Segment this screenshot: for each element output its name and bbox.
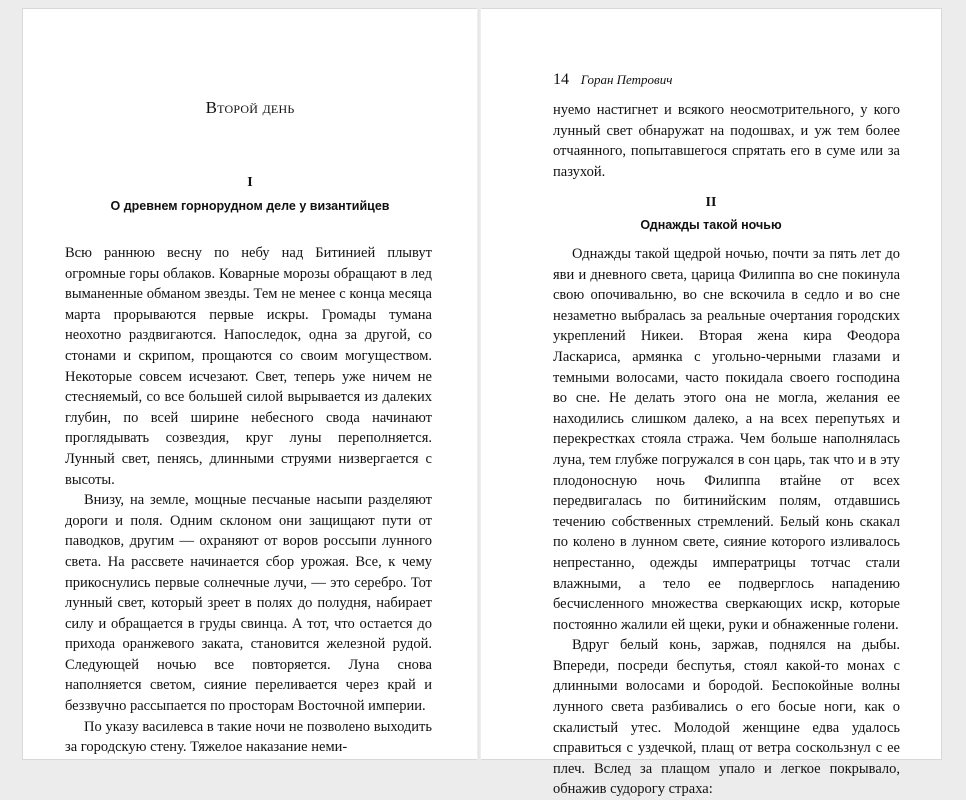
running-head — [553, 71, 672, 89]
body-text — [65, 243, 432, 758]
chapter-title: О древнем горнорудном деле у византийцев — [110, 199, 390, 213]
left-page — [22, 8, 477, 760]
chapter-title: Однажды такой ночью — [640, 218, 782, 232]
right-page — [481, 8, 942, 798]
paragraph: Однажды такой щедрой ночью, почти за пять лет до яви и дневного света, царица Филиппа во сне покинула свою опочивальню, во сне вскочила в седло и во сне незаметно выбралась за реальные очертания городских укреплений Никеи. Вторая жена кира Феодора Ласкариса, армянка с угольно-черными глазами и темными волосами, часто покидала своего господина во сне. Не делать этого она не могла, желания ее находились слишком далеко, а на всех перепутьях и перекрестках стояла стража. Чем больше наполнялась луна, тем глубже погружался в сон царь, так что и в эту плодоносную ночь Филиппа втайне от всех передвигалась по битинийским полям, отдавшись течению собственных стремлений. Белый конь скакал по колено в лунном свете, сияние которого изливалось непрестанно, одежды императрицы тотчас стали влажными, а тело ее подверглось нападению бесчисленного множества сверкающих искр, которые постоянно жалили ей щеки, руки и обнаженные голени. — [553, 246, 900, 633]
paragraph: По указу василевса в такие ночи не позволено выходить за городскую стену. Тяжелое наказание неми- — [65, 718, 432, 756]
continuation-text — [553, 100, 900, 182]
section-title: Второй день — [205, 98, 295, 117]
paragraph: Вдруг белый конь, заржав, поднялся на дыбы. Впереди, посреди беспутья, стоял какой-то монах с длинными волосами и бородой. Беспокойные волны лунного света разбивались о его босые ноги, как о скалистый утес. Молодой женщине едва удалось справиться с уздечкой, плащ от ветра соскользнул с ее плеч. Вслед за плащом упало и легкое покрывало, обнажив судорогу страха: — [553, 637, 900, 798]
page-number: 14 — [553, 71, 569, 88]
running-head-author: Горан Петрович — [580, 72, 673, 87]
paragraph: Всю раннюю весну по небу над Битинией плывут огромные горы облаков. Коварные морозы обращают в лед выманенные обманом звезды. Тем не менее с конца месяца марта прорываются первые искры. Громады тумана неохотно раздвигаются. Напоследок, одна за другой, со стонами и скрипом, прощаются со своим могуществом. Некоторые совсем исчезают. Свет, теперь уже ничем не стесняемый, со все большей силой вырывается из далеких глубин, по всей ширине небесного свода начинают проглядывать созвездия, круг луны переполняется. Лунный свет, пенясь, длинными струями низвергается с высоты. — [65, 245, 432, 488]
chapter-number: II — [705, 195, 717, 210]
body-text — [553, 244, 900, 800]
chapter-number: I — [247, 175, 253, 190]
paragraph: нуемо настигнет и всякого неосмотрительного, у кого лунный свет обнаружат на подошвах, и уж тем более отчаянного, попытавшегося спрятать его в суме или за пазухой. — [553, 102, 900, 180]
paragraph: Внизу, на земле, мощные песчаные насыпи разделяют дороги и поля. Одним склоном они защищают пути от паводков, другим — охраняют от воров россыпи лунного света. На рассвете начинается сбор урожая. Все, к чему прикоснулись первые солнечные лучи, — это серебро. Тот лунный свет, который зреет в полях до полудня, набирает силу и обращается в груды свинца. А тот, что остается до прихода оранжевого заката, становится железной рудой. Следующей ночью все повторяется. Луна снова наполняется светом, сияние переливается через край и беззвучно рассыпается по просторам Восточной империи. — [65, 492, 432, 715]
